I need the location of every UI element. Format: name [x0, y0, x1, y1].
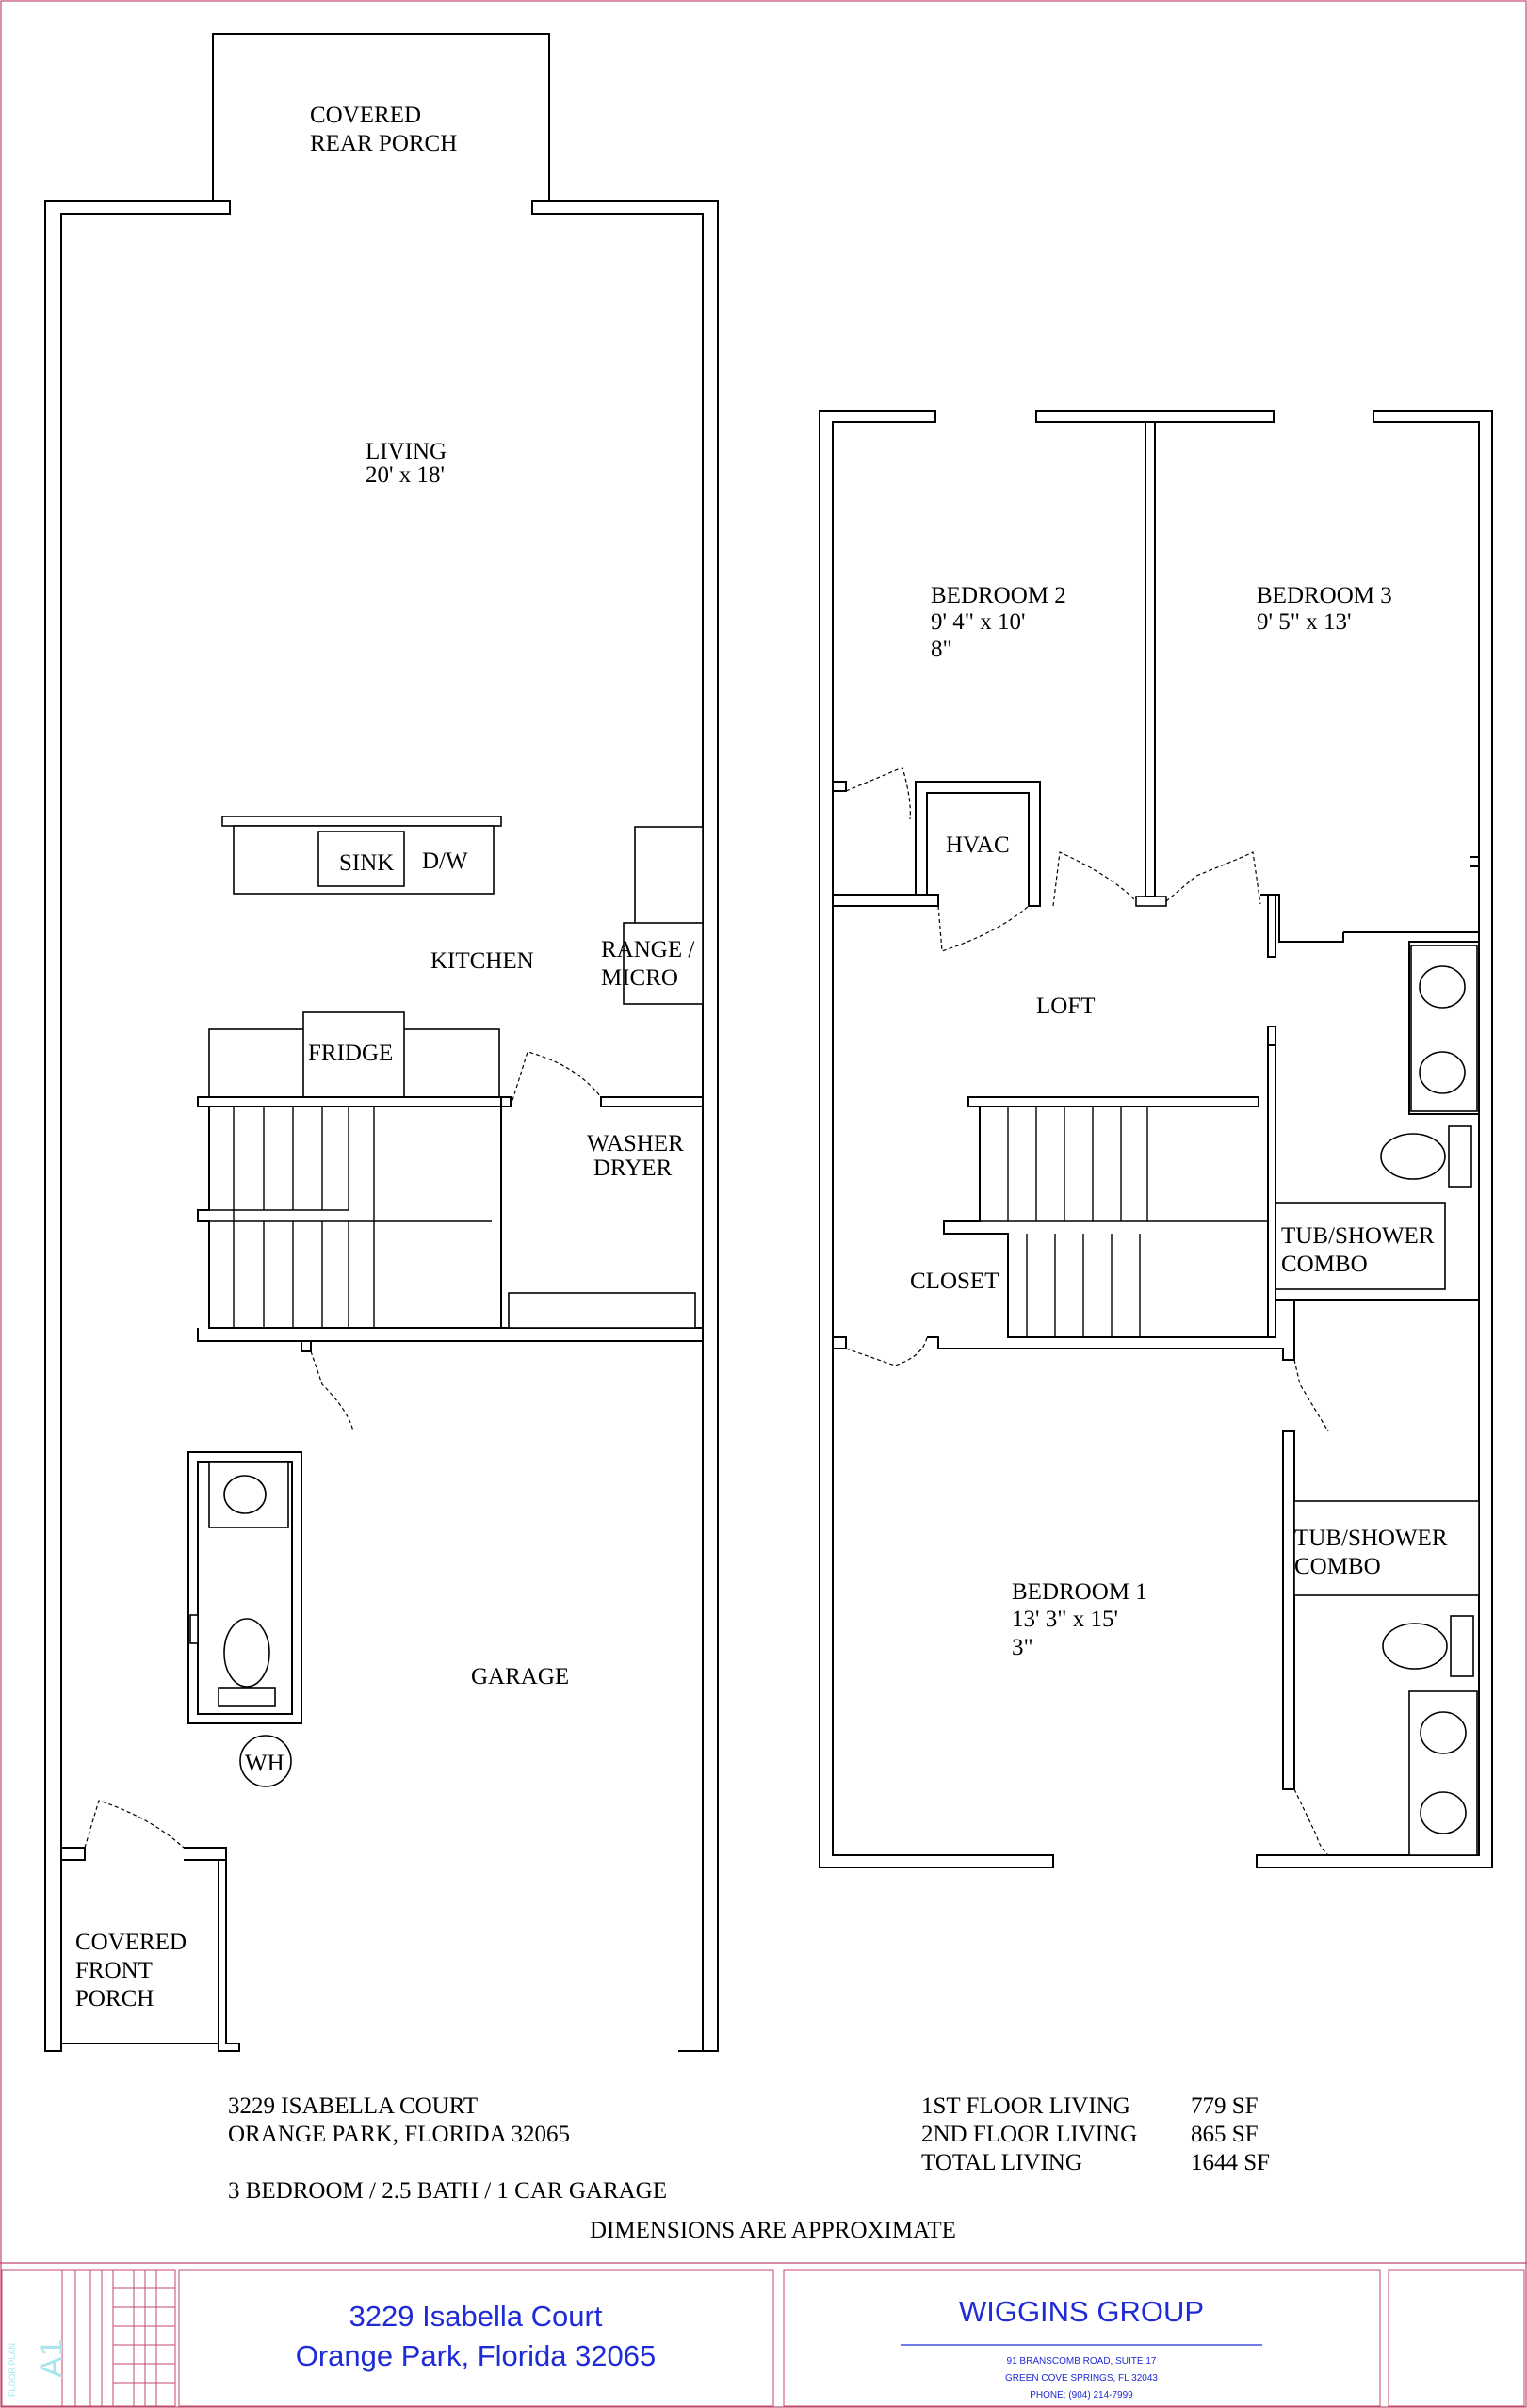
east-wall [532, 201, 718, 2051]
range-micro-fixture [624, 923, 703, 1004]
bedroom1-dims-2: 3" [1012, 1635, 1033, 1660]
master-bath-door-swing [1294, 1789, 1328, 1855]
front-porch-divider [219, 1860, 239, 2051]
tub-shower-upper-label: TUB/SHOWER [1281, 1223, 1435, 1249]
washer-dryer-platform [509, 1293, 695, 1328]
bedroom-partition [1145, 422, 1155, 897]
bedroom1-north-wall [927, 1337, 1294, 1360]
range-label: RANGE / [601, 937, 695, 962]
hall-bath-basin-1 [1420, 966, 1465, 1008]
hvac-door-swing [938, 906, 1029, 951]
hall-toilet-bowl [1381, 1134, 1445, 1179]
company-cell [784, 2270, 1380, 2406]
garage-door-jamb-left [301, 1341, 311, 1351]
stair-top-wall [198, 1097, 511, 1107]
toilet-tank [219, 1688, 275, 1706]
area-value-2: 865 SF [1191, 2122, 1259, 2147]
island-counter-top [222, 816, 501, 826]
toilet-bowl [224, 1619, 269, 1687]
water-heater-label: WH [245, 1751, 284, 1776]
area-label-3: TOTAL LIVING [921, 2150, 1082, 2175]
bedroom1-name: BEDROOM 1 [1012, 1579, 1147, 1605]
first-floor-labels [75, 103, 694, 2012]
bedroom2-dims-2: 8" [931, 637, 952, 662]
kitchen-label: KITCHEN [430, 948, 534, 974]
laundry-door-swing [511, 1052, 601, 1107]
title-block [2, 2270, 1524, 2406]
area-value-3: 1644 SF [1191, 2150, 1271, 2175]
master-bath-west-wall [1283, 1431, 1294, 1789]
address-line-2: ORANGE PARK, FLORIDA 32065 [228, 2122, 571, 2147]
upper-stair-wall [968, 1097, 1259, 1107]
bedroom2-door-swing [1053, 852, 1136, 906]
second-floor-labels [910, 583, 1448, 1660]
garage-door-swing [311, 1351, 353, 1431]
closet-door-swing-b2 [846, 768, 910, 819]
tub-shower-lower-label: TUB/SHOWER [1294, 1526, 1448, 1551]
address-line-1: 3229 ISABELLA COURT [228, 2093, 479, 2119]
bedroom3-dims: 9' 5" x 13' [1257, 609, 1352, 635]
company-phone: PHONE: (904) 214-7999 [1030, 2390, 1133, 2400]
dryer-label: DRYER [593, 1156, 673, 1181]
range-label-2: MICRO [601, 965, 678, 991]
bath-door-jamb [1268, 895, 1275, 957]
dimensions-disclaimer: DIMENSIONS ARE APPROXIMATE [590, 2218, 956, 2243]
bedroom3-lower-wall [1260, 895, 1343, 942]
washer-label: WASHER [587, 1131, 684, 1156]
hall-bath-basin-2 [1420, 1052, 1465, 1093]
fridge-label: FRIDGE [308, 1041, 394, 1066]
sheet-name: FLOOR PLAN [8, 2342, 17, 2397]
front-door-jamb-right [184, 1848, 226, 1860]
upper-north-wall-mid [1036, 411, 1274, 422]
front-porch-wall [61, 2044, 219, 2051]
stair-treads-first-floor [209, 1107, 492, 1328]
area-label-2: 2ND FLOOR LIVING [921, 2122, 1138, 2147]
project-line-1: 3229 Isabella Court [349, 2300, 603, 2333]
sheet-number: A1 [34, 2338, 70, 2378]
garage-partition [198, 1328, 703, 1341]
company-name: WIGGINS GROUP [958, 2295, 1205, 2328]
garage-label: GARAGE [471, 1664, 570, 1689]
property-info [228, 2093, 1270, 2243]
bedroom3-closet-stop [1470, 857, 1479, 866]
covered-rear-porch-label: COVERED [310, 103, 422, 128]
hall-bath-west-wall [1268, 1026, 1275, 1337]
closet-door-swing [846, 1337, 927, 1366]
tub-shower-lower-label-2: COMBO [1294, 1554, 1381, 1579]
laundry-top-wall [601, 1097, 703, 1107]
stair-enclosure [198, 1107, 501, 1328]
second-floor-plan [820, 411, 1492, 1867]
west-wall [45, 201, 230, 2051]
living-room-dims: 20' x 18' [366, 462, 446, 488]
living-room-name: LIVING [366, 439, 447, 464]
sink-label: SINK [339, 850, 395, 876]
area-label-1: 1ST FLOOR LIVING [921, 2093, 1130, 2119]
front-door-swing [85, 1801, 184, 1848]
closet-jamb-bottom [833, 1337, 846, 1349]
covered-front-porch-label-2: FRONT [75, 1958, 153, 1983]
master-toilet-bowl [1383, 1624, 1447, 1669]
covered-front-porch-label: COVERED [75, 1930, 187, 1955]
home-summary: 3 BEDROOM / 2.5 BATH / 1 CAR GARAGE [228, 2178, 668, 2204]
master-basin-1 [1421, 1712, 1466, 1753]
project-line-2: Orange Park, Florida 32065 [295, 2339, 657, 2372]
bedroom2-bottom-wall [833, 895, 938, 906]
front-door-jamb-left [61, 1848, 85, 1860]
sheet-number-cell [2, 2270, 175, 2406]
company-address-2: GREEN COVE SPRINGS, FL 32043 [1005, 2373, 1158, 2384]
bedroom3-door-swing [1166, 852, 1260, 904]
bedroom1-dims: 13' 3" x 15' [1012, 1607, 1118, 1632]
bedroom1-bath-door-swing [1294, 1360, 1328, 1431]
bedroom3-name: BEDROOM 3 [1257, 583, 1392, 608]
hvac-label: HVAC [946, 832, 1010, 858]
loft-label: LOFT [1036, 994, 1096, 1019]
hall-toilet-tank [1449, 1126, 1471, 1187]
tub-shower-upper-label-2: COMBO [1281, 1252, 1368, 1277]
covered-rear-porch-label-2: REAR PORCH [310, 131, 458, 156]
blank-cell [1389, 2270, 1524, 2406]
project-name-cell [179, 2270, 773, 2406]
company-address-1: 91 BRANSCOMB ROAD, SUITE 17 [1006, 2356, 1157, 2367]
vanity-basin [224, 1476, 266, 1513]
closet-jamb-top [833, 782, 846, 791]
stair-treads-second-floor [980, 1107, 1268, 1337]
half-bath-door-stop [190, 1615, 198, 1643]
partition-jamb [1136, 897, 1166, 906]
bedroom2-dims: 9' 4" x 10' [931, 609, 1026, 635]
master-toilet-tank [1451, 1616, 1473, 1676]
area-value-1: 779 SF [1191, 2093, 1259, 2119]
bedroom2-name: BEDROOM 2 [931, 583, 1066, 608]
dishwasher-label: D/W [422, 848, 468, 874]
stair-post [1268, 1026, 1275, 1045]
master-basin-2 [1421, 1792, 1466, 1834]
covered-front-porch-label-3: PORCH [75, 1986, 154, 2012]
closet-label: CLOSET [910, 1269, 999, 1294]
